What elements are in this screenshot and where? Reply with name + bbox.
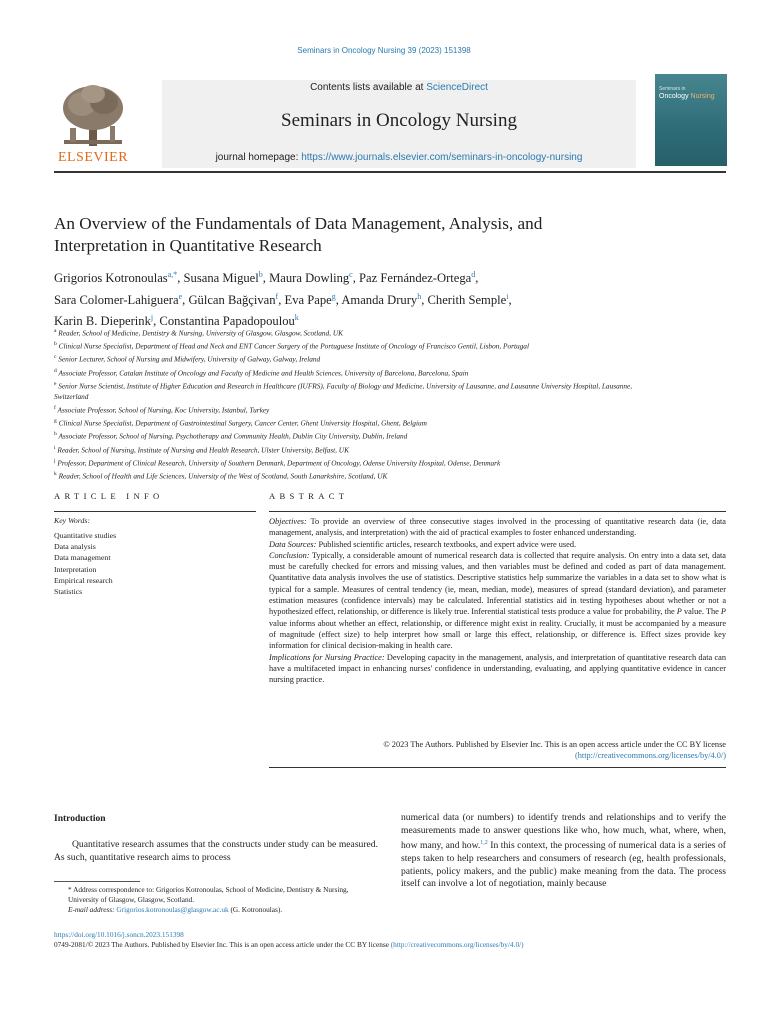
author-separator: ,	[278, 292, 285, 307]
affiliation-text: Reader, School of Health and Life Sciences, University of the West of Scotland, South Lanarkshire, Scotland, UK	[58, 471, 388, 481]
affiliation-item	[54, 416, 654, 429]
author-name[interactable]: Karin B. Dieperink	[54, 314, 151, 329]
keyword-item: Empirical research	[54, 575, 113, 585]
p-value-symbol: P	[720, 607, 726, 617]
affiliation-item	[54, 379, 654, 403]
implications-text: Developing capacity in the management, analysis, and interpretation of quantitative research data can have a multifaceted impact in enhancing nurses' confidence in understanding, evaluating, and applying quantitative evidence in cancer nursing practice.	[269, 652, 726, 685]
abstract-objectives	[269, 516, 726, 539]
abstract-data-sources	[269, 539, 726, 550]
author-name[interactable]: Paz Fernández-Ortega	[359, 271, 472, 286]
author-affiliation-marker[interactable]: j	[150, 313, 154, 323]
cc-license-link[interactable]: (http://creativecommons.org/licenses/by/4.0/)	[574, 751, 726, 761]
affiliation-marker: e	[54, 380, 57, 387]
introduction-heading: Introduction	[54, 814, 106, 824]
author-affiliation-marker[interactable]: e	[178, 291, 183, 301]
affiliation-marker: b	[54, 341, 57, 348]
author-separator: ,	[262, 271, 270, 286]
author-affiliation-marker[interactable]: i	[506, 291, 509, 301]
sources-text: Published scientific articles, research textbooks, and expert advice were used.	[316, 539, 577, 549]
affiliation-item	[54, 352, 654, 365]
sciencedirect-link[interactable]: ScienceDirect	[426, 82, 488, 93]
affiliation-item	[54, 326, 654, 339]
affiliation-text: Associate Professor, School of Nursing, Koc University, Istanbul, Turkey	[57, 405, 270, 415]
keyword-item: Interpretation	[54, 564, 97, 574]
footnote-divider	[54, 881, 140, 882]
abstract-divider	[269, 511, 726, 512]
author-list	[54, 266, 694, 331]
author-name[interactable]: Eva Pape	[284, 292, 332, 307]
author-separator: ,	[352, 271, 360, 286]
issn-text: 0749-2081/© 2023 The Authors. Published by Elsevier Inc. This is an open access article under the CC BY license	[54, 940, 391, 949]
author-name[interactable]: Susana Miguel	[183, 271, 259, 286]
article-title-line-1: An Overview of the Fundamentals of Data Management, Analysis, and	[54, 214, 543, 233]
author-separator: ,	[177, 271, 184, 286]
author-name[interactable]: Grigorios Kotronoulas	[54, 271, 168, 286]
correspondence-email-line	[54, 905, 380, 915]
author-separator: ,	[421, 292, 428, 307]
cover-title-oncology: Oncology	[659, 93, 689, 100]
conclusion-label: Conclusion:	[269, 550, 310, 560]
affiliation-marker: a	[54, 328, 57, 334]
introduction-paragraph-col2	[401, 812, 726, 891]
author-name[interactable]: Amanda Drury	[341, 292, 418, 307]
abstract-bottom-divider	[269, 767, 726, 768]
keyword-list	[54, 530, 116, 597]
article-title	[54, 213, 674, 257]
journal-homepage-line	[162, 152, 636, 163]
affiliation-text: Clinical Nurse Specialist, Department of Gastrointestinal Surgery, Cancer Center, Ghent University Hospital, Ghent, Belgium	[58, 418, 427, 428]
conclusion-text: value informs about whether an effect, relationship, or difference might exist in reality. Crucially, it must be accompanied by a measure of magnitude (effect size) to help interpret how small or large this effect, relationship, or difference is. Effect sizes provide key information for clinical decision-making in health care.	[269, 618, 726, 651]
affiliation-marker: d	[54, 367, 57, 374]
author-separator: ,	[475, 271, 479, 286]
elsevier-wordmark: ELSEVIER	[57, 150, 129, 165]
author-name[interactable]: Constantina Papadopoulou	[159, 314, 295, 329]
author-name[interactable]: Cherith Semple	[427, 292, 507, 307]
author-email-link[interactable]: Grigorios.kotronoulas@glasgow.ac.uk	[116, 905, 229, 915]
affiliation-marker: j	[54, 457, 56, 464]
affiliation-item	[54, 339, 654, 352]
author-affiliation-marker[interactable]: a,*	[167, 270, 178, 279]
affiliation-text: Clinical Nurse Specialist, Department of Head and Neck and ENT Cancer Surgery of the Portuguese Institute of Oncology of Francisco Gentil, Lisbon, Portugal	[58, 341, 529, 351]
introduction-paragraph-col1: Quantitative research assumes that the constructs under study can be measured. As such, quantitative research aims to process	[54, 839, 378, 863]
author-name[interactable]: Sara Colomer-Lahiguera	[54, 292, 179, 307]
author-affiliation-marker[interactable]: b	[258, 270, 263, 279]
keyword-item: Statistics	[54, 587, 83, 597]
affiliation-item	[54, 366, 654, 379]
affiliation-item	[54, 429, 654, 442]
affiliation-text: Senior Nurse Scientist, Institute of Higher Education and Research in Healthcare (IUFRS), Faculty of Biology and Medicine, University of Lausanne, and Lausanne University Hospital, Lausanne, Switzerland	[54, 381, 633, 402]
author-separator: ,	[335, 292, 342, 307]
author-affiliation-marker[interactable]: c	[349, 270, 353, 279]
author-separator: ,	[153, 314, 160, 329]
reference-link[interactable]: 1,2	[480, 840, 488, 847]
affiliation-item	[54, 456, 654, 469]
p-value-symbol: P	[676, 607, 682, 617]
affiliation-text: Associate Professor, Catalan Institute of Oncology and Faculty of Medicine and Health Sciences, University of Barcelona, Barcelona, Spain	[58, 368, 469, 378]
homepage-prefix: journal homepage:	[215, 152, 302, 163]
affiliation-item	[54, 403, 654, 416]
implications-label: Implications for Nursing Practice:	[269, 652, 385, 662]
copyright-text: © 2023 The Authors. Published by Elsevier Inc. This is an open access article under the CC BY license	[383, 740, 726, 749]
author-affiliation-marker[interactable]: g	[331, 291, 336, 301]
journal-title: Seminars in Oncology Nursing	[281, 110, 517, 131]
sources-label: Data Sources:	[269, 539, 317, 549]
affiliation-text: Senior Lecturer, School of Nursing and Midwifery, University of Galway, Galway, Ireland	[58, 354, 321, 364]
author-affiliation-marker[interactable]: d	[471, 270, 476, 279]
cover-journal-title	[659, 93, 715, 100]
conclusion-text: value. The	[681, 607, 721, 617]
header-divider	[54, 171, 726, 173]
affiliation-marker: h	[54, 431, 57, 438]
cover-journal-prefix: Seminars in	[659, 86, 686, 92]
article-title-line-2: Interpretation in Quantitative Research	[54, 236, 322, 255]
col2-text-part: In this context, the processing of numerical data is a series of steps taken to help researchers and consumers of research (eg, health professionals, patients, policy makers, and the public) make meaning from the data. The process itself can involve a lot of negotiation, mainly because	[401, 840, 726, 890]
contents-available-line	[162, 82, 636, 93]
author-affiliation-marker[interactable]: h	[417, 291, 422, 301]
author-name[interactable]: Gülcan Bağçivan	[188, 292, 276, 307]
affiliation-text: Reader, School of Nursing, Institute of Nursing and Health Research, Ulster University, Belfast, UK	[57, 444, 349, 454]
author-affiliation-marker[interactable]: f	[275, 291, 279, 301]
author-separator: ,	[508, 292, 512, 307]
affiliation-list	[54, 326, 654, 482]
contents-prefix: Contents lists available at	[310, 82, 427, 93]
affiliation-item	[54, 469, 654, 482]
abstract-implications	[269, 652, 726, 686]
col2-text-part: numerical data (or numbers) to identify trends and relationships and to verify the measurements made to answer questions like who, how much, what, where, when, how many, and how.	[401, 812, 726, 852]
affiliation-marker: i	[54, 444, 56, 451]
affiliation-text: Associate Professor, School of Nursing, Psychotherapy and Community Health, Dublin City University, Dublin, Ireland	[58, 431, 408, 441]
footer-license-link[interactable]: (http://creativecommons.org/licenses/by/4.0/)	[390, 940, 524, 949]
affiliation-marker: g	[54, 418, 57, 425]
email-suffix: (G. Kotronoulas).	[228, 905, 283, 915]
journal-homepage-link[interactable]: https://www.journals.elsevier.com/seminars-in-oncology-nursing	[301, 152, 583, 163]
doi-link[interactable]: https://doi.org/10.1016/j.soncn.2023.151398	[54, 930, 184, 939]
correspondence-address: * Address correspondence to: Grigorios Kotronoulas, School of Medicine, Dentistry & Nursing, University of Glasgow, Glasgow, Scotland.	[68, 885, 349, 905]
abstract-heading: ABSTRACT	[269, 491, 349, 501]
cover-title-nursing: Nursing	[690, 93, 715, 100]
author-separator: ,	[182, 292, 189, 307]
keyword-item: Data management	[54, 553, 111, 563]
keyword-item: Data analysis	[54, 542, 96, 552]
author-name[interactable]: Maura Dowling	[269, 271, 350, 286]
article-info-heading: ARTICLE INFO	[54, 491, 164, 501]
affiliation-marker: k	[54, 470, 57, 477]
article-info-divider	[54, 511, 256, 512]
author-affiliation-marker[interactable]: k	[294, 313, 299, 323]
journal-reference-link[interactable]: Seminars in Oncology Nursing 39 (2023) 151398	[297, 46, 471, 55]
abstract-conclusion	[269, 550, 726, 652]
correspondence-footnote	[54, 885, 380, 916]
affiliation-marker: c	[54, 354, 57, 361]
affiliation-item	[54, 443, 654, 456]
affiliation-text: Professor, Department of Clinical Research, University of Southern Denmark, Department of Oncology, Odense University Hospital, Odense, Denmark	[57, 458, 501, 468]
affiliation-marker: f	[54, 404, 56, 411]
abstract-copyright	[269, 739, 726, 762]
issn-copyright-line	[54, 940, 726, 949]
keywords-label: Key Words:	[54, 516, 91, 525]
objectives-label: Objectives:	[269, 517, 307, 526]
objectives-text: To provide an overview of three consecutive stages involved in the processing of quantitative research data (ie, data management, analysis, and interpretation) with the aid of practical examples to foster enhanced understanding.	[269, 517, 726, 538]
abstract-body	[269, 516, 726, 685]
email-label: E-mail address:	[68, 905, 117, 915]
affiliation-text: Reader, School of Medicine, Dentistry & Nursing, University of Glasgow, Glasgow, Scotland, UK	[58, 328, 343, 338]
conclusion-text: Typically, a considerable amount of numerical research data is collected that require analysis. On entry into a data set, data must be carefully checked for errors and missing values, and then variables must be defined and coded as part of data management. Quantitative data analysis involves the use of statistics. Descriptive statistics help summarize the variables in a data set to show what is typical for a sample. Measures of central tendency (ie, mean, median, mode), measures of spread (standard deviation), and parameter estimation measures (confidence intervals) may be calculated. Inferential statistics aid in testing hypotheses about whether or not a hypothesized effect, relationship, or difference is likely true. Inferential statistical tests produce a value for probability, the	[269, 550, 726, 617]
keyword-item: Quantitative studies	[54, 531, 117, 540]
